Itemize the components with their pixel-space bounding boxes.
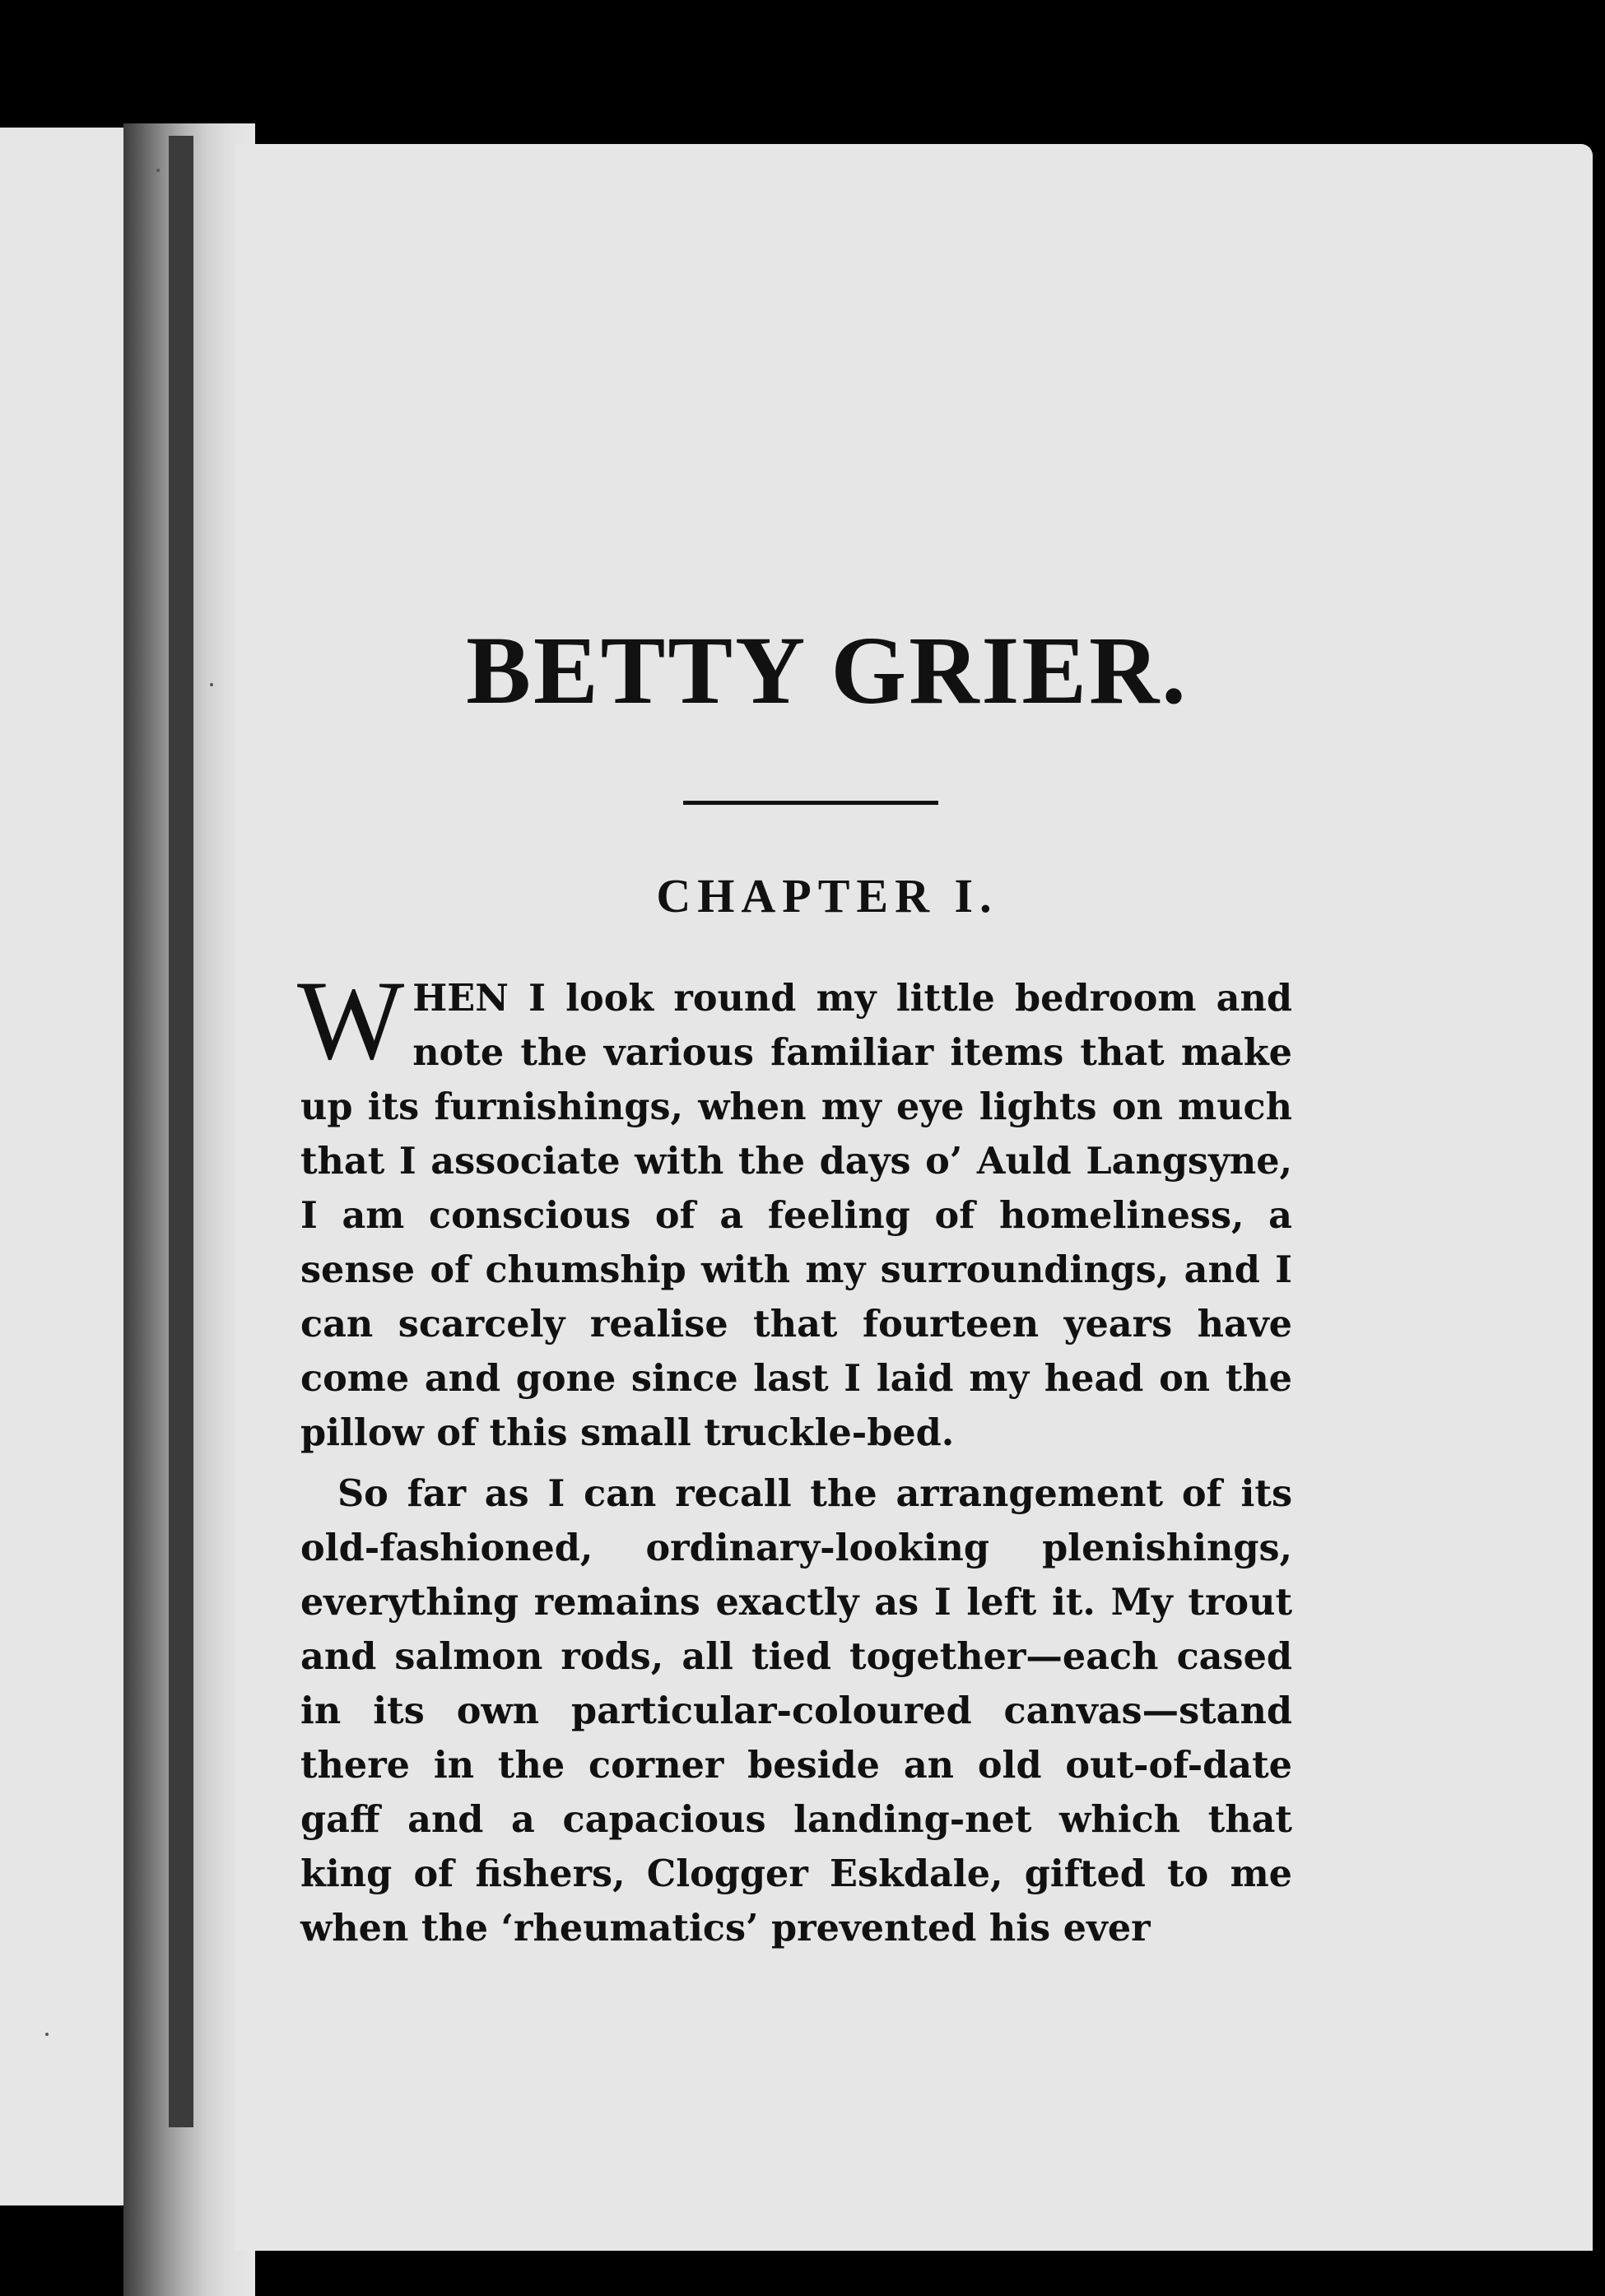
chapter-heading: CHAPTER I. — [656, 869, 998, 923]
paragraph-1-text: HEN I look round my little bedroom and note the various familiar items that make up its furnishings, when my eye lights on much that I associate with the days o’ Auld Langsyne, I am conscious of a feeling of homeliness, a sense of chumship with my surroundings, and I can scarcely realise that fourteen years have come and gone since last I laid my head on the pillow of this small truckle-bed. — [300, 977, 1292, 1454]
paper-speck — [210, 683, 213, 686]
drop-cap: W — [297, 957, 405, 1083]
paper-speck — [45, 2033, 49, 2036]
body-text — [297, 957, 1292, 1955]
paper-speck — [156, 169, 160, 172]
book-title: BETTY GRIER. — [466, 616, 1189, 724]
facing-page-edge — [0, 128, 123, 2205]
paragraph-1 — [297, 957, 1292, 1460]
binding-shadow — [169, 136, 193, 2127]
title-divider — [683, 801, 938, 805]
paragraph-2: So far as I can recall the arrangement of its old-fashioned, ordinary-looking plenishings, everything remains exactly as I left it. My trout and salmon rods, all tied together—each cased in its own particular-coloured canvas—stand there in the corner beside an old out-of-date gaff and a capacious landing-net which that king of fishers, Clogger Eskdale, gifted to me when the ‘rheumatics’ prevented his ever — [300, 1472, 1292, 1950]
